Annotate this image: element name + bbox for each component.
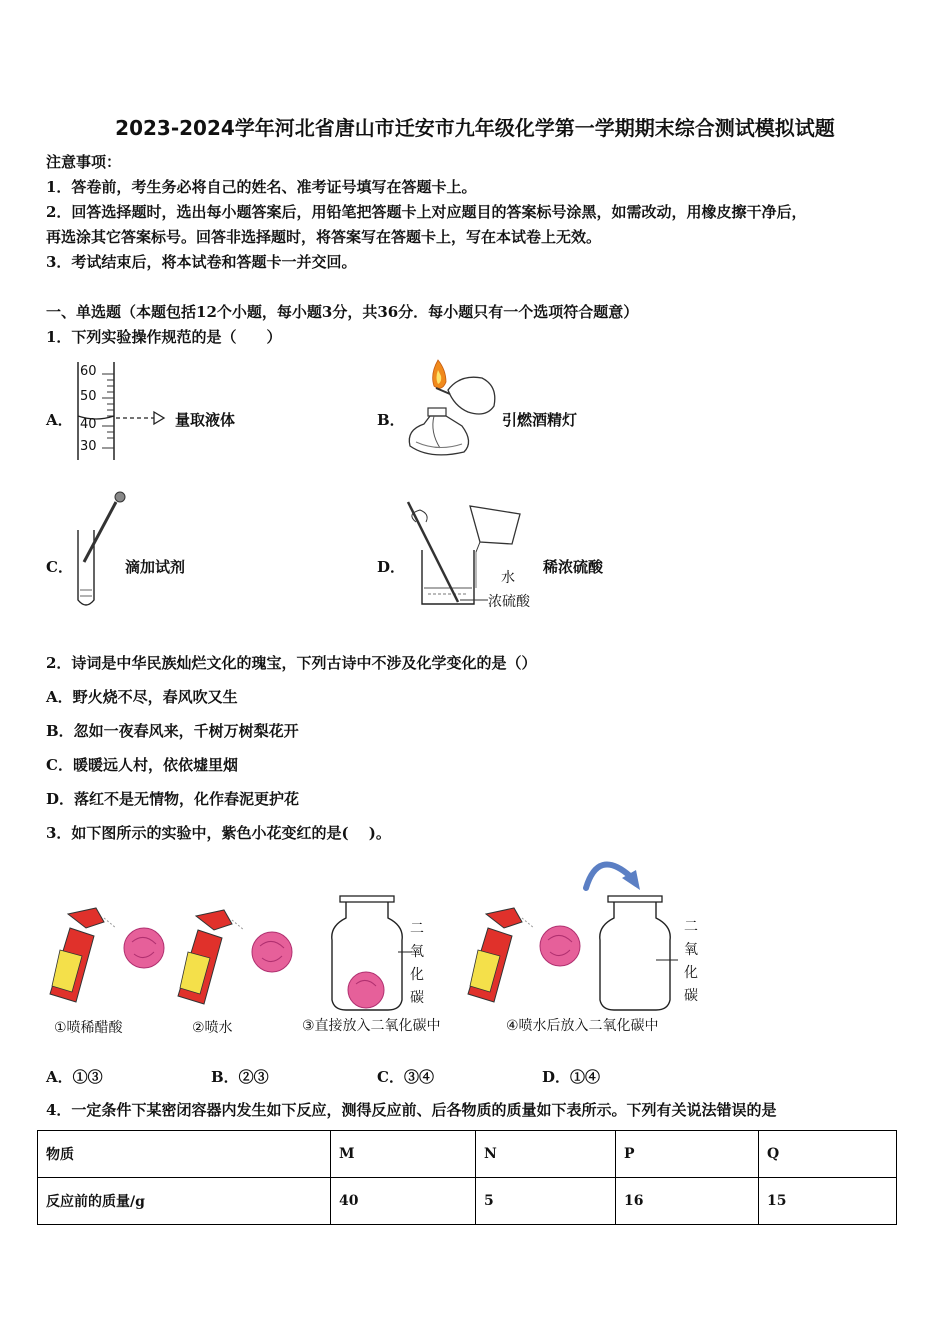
q1-option-d-letter: D． (377, 558, 406, 576)
mass-table (37, 1130, 897, 1225)
table-cell: 5 (476, 1178, 616, 1225)
q1-option-a-label: 量取液体 (175, 411, 236, 429)
table-header-cell: M (331, 1131, 476, 1178)
q3-caption-4: ④喷水后放入二氧化碳中 (506, 1018, 659, 1034)
table-header-cell: N (476, 1131, 616, 1178)
notice-item-2-cont: 再选涂其它答案标号。回答非选择题时，将答案写在答题卡上，写在本试卷上无效。 (46, 228, 602, 246)
table-header-row (38, 1131, 897, 1178)
q3-caption-2: ②喷水 (192, 1020, 233, 1036)
water-label: 水 (501, 570, 515, 586)
table-cell: 16 (616, 1178, 759, 1225)
q1-stem: 1．下列实验操作规范的是（ ） (46, 328, 282, 346)
table-header-cell: 物质 (38, 1131, 331, 1178)
alcohol-lamp-figure (400, 356, 510, 464)
q3-caption-3: ③直接放入二氧化碳中 (302, 1018, 441, 1034)
table-cell: 40 (331, 1178, 476, 1225)
tick-40: 40 (80, 417, 97, 432)
q2-option-b: B．忽如一夜春风来，千树万树梨花开 (46, 722, 299, 740)
q3-option-b: B．②③ (211, 1068, 269, 1086)
tick-60: 60 (80, 364, 97, 379)
notice-item-1: 1．答卷前，考生务必将自己的姓名、准考证号填写在答题卡上。 (46, 178, 477, 196)
conc-acid-label: 浓硫酸 (488, 594, 530, 610)
q4-stem: 4．一定条件下某密闭容器内发生如下反应，测得反应前、后各物质的质量如下表所示。下列有关说法错误的是 (46, 1101, 777, 1119)
spray-bottle-2-figure (174, 904, 304, 1014)
q1-option-a-letter: A． (46, 411, 73, 429)
q1-option-c-label: 滴加试剂 (125, 558, 186, 576)
q1-option-d-label: 稀浓硫酸 (543, 558, 604, 576)
q3-option-a: A．①③ (46, 1068, 103, 1086)
q1-option-b-letter: B． (377, 411, 405, 429)
co2-label-4: 二 氧 化 碳 (684, 919, 698, 1004)
q3-stem: 3．如下图所示的实验中，紫色小花变红的是( )。 (46, 824, 391, 842)
tick-30: 30 (80, 439, 97, 454)
co2-jar-4-figure (578, 854, 688, 1016)
q2-option-c: C．暖暖远人村，依依墟里烟 (46, 756, 238, 774)
table-header-cell: P (616, 1131, 759, 1178)
spray-bottle-1-figure (46, 902, 176, 1012)
notice-item-3: 3．考试结束后，将本试卷和答题卡一并交回。 (46, 253, 357, 271)
q1-option-c-letter: C． (46, 558, 73, 576)
tick-50: 50 (80, 389, 97, 404)
q1-option-b-label: 引燃酒精灯 (502, 411, 578, 429)
page-title: 2023-2024学年河北省唐山市迁安市九年级化学第一学期期末综合测试模拟试题 (115, 116, 835, 140)
co2-label-3: 二 氧 化 碳 (410, 921, 424, 1006)
q3-option-d: D．①④ (542, 1068, 601, 1086)
spray-bottle-4-figure (464, 902, 594, 1012)
q3-caption-1: ①喷稀醋酸 (54, 1020, 123, 1036)
q3-option-c: C．③④ (377, 1068, 434, 1086)
section-heading: 一、单选题（本题包括12个小题，每小题3分，共36分．每小题只有一个选项符合题意） (46, 303, 639, 321)
notice-item-2: 2．回答选择题时，选出每小题答案后，用铅笔把答题卡上对应题目的答案标号涂黑，如需改动，用橡皮擦干净后， (46, 203, 807, 221)
notice-heading: 注意事项： (46, 153, 122, 171)
q2-option-d: D．落红不是无情物，化作春泥更护花 (46, 790, 300, 808)
dropper-test-tube-figure (70, 490, 130, 615)
table-row (38, 1178, 897, 1225)
table-cell: 反应前的质量/g (38, 1178, 331, 1225)
q2-stem: 2．诗词是中华民族灿烂文化的瑰宝，下列古诗中不涉及化学变化的是（） (46, 654, 537, 672)
q2-option-a: A．野火烧不尽，春风吹又生 (46, 688, 238, 706)
table-header-cell: Q (759, 1131, 897, 1178)
table-cell: 15 (759, 1178, 897, 1225)
